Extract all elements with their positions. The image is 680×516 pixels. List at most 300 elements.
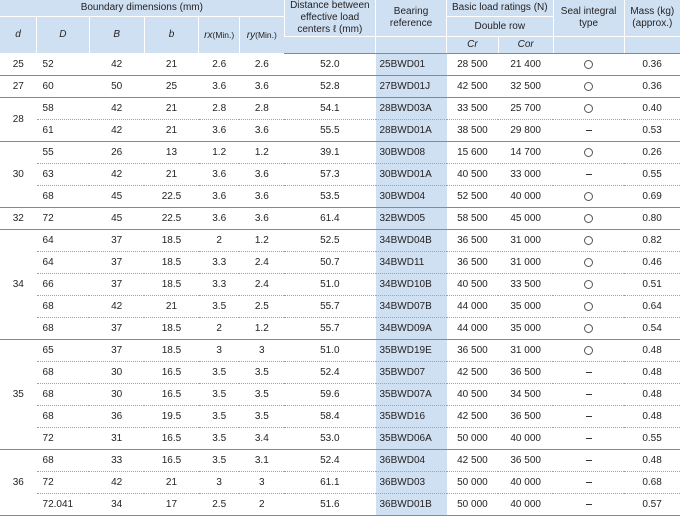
cell-ry: 3.6 bbox=[239, 120, 284, 142]
cell-ref: 35BWD07 bbox=[376, 362, 447, 384]
table-row bbox=[0, 472, 680, 494]
cell-cr: 40 500 bbox=[447, 274, 499, 296]
cell-D: 64 bbox=[37, 252, 90, 274]
cell-l: 58.4 bbox=[284, 406, 375, 428]
cell-ry: 2 bbox=[239, 494, 284, 516]
cell-ref: 35BWD07A bbox=[376, 384, 447, 406]
boundary-dimensions-header: Boundary dimensions (mm) bbox=[0, 0, 284, 17]
table-row bbox=[0, 428, 680, 450]
cell-B: 30 bbox=[89, 362, 144, 384]
cell-cr: 38 500 bbox=[447, 120, 499, 142]
seal-cell bbox=[553, 384, 624, 406]
col-rx-header bbox=[199, 17, 240, 54]
cell-b: 16.5 bbox=[144, 428, 199, 450]
cell-l: 61.4 bbox=[284, 208, 375, 230]
cell-l: 55.7 bbox=[284, 318, 375, 340]
cell-l: 51.0 bbox=[284, 340, 375, 362]
bore-diameter-cell: 36 bbox=[0, 450, 37, 516]
col-b-header: b bbox=[144, 17, 199, 54]
cell-b: 16.5 bbox=[144, 384, 199, 406]
cell-l: 55.7 bbox=[284, 296, 375, 318]
seal-cell bbox=[553, 274, 624, 296]
cell-l: 39.1 bbox=[284, 142, 375, 164]
circle-icon bbox=[584, 258, 593, 267]
table-row bbox=[0, 230, 680, 252]
cell-l: 52.5 bbox=[284, 230, 375, 252]
seal-integral-type-header: Seal integral type bbox=[553, 0, 624, 37]
cell-rx: 2.6 bbox=[199, 54, 240, 76]
table-row bbox=[0, 164, 680, 186]
cell-ry: 2.5 bbox=[239, 296, 284, 318]
bore-diameter-cell: 35 bbox=[0, 340, 37, 450]
cell-rx: 3.5 bbox=[199, 384, 240, 406]
cell-rx: 3 bbox=[199, 472, 240, 494]
bore-diameter-cell: 32 bbox=[0, 208, 37, 230]
cell-D: 68 bbox=[37, 362, 90, 384]
cell-b: 18.5 bbox=[144, 340, 199, 362]
cell-cr: 42 500 bbox=[447, 76, 499, 98]
cell-mass: 0.48 bbox=[624, 406, 680, 428]
cell-b: 21 bbox=[144, 164, 199, 186]
cell-rx: 3.5 bbox=[199, 296, 240, 318]
cell-B: 37 bbox=[89, 274, 144, 296]
cell-cor: 29 800 bbox=[498, 120, 553, 142]
table-row bbox=[0, 450, 680, 472]
table-row bbox=[0, 76, 680, 98]
cell-B: 37 bbox=[89, 230, 144, 252]
cell-B: 42 bbox=[89, 120, 144, 142]
cell-B: 42 bbox=[89, 472, 144, 494]
table-row bbox=[0, 142, 680, 164]
bearing-reference-header: Bearing reference bbox=[376, 0, 447, 37]
cell-mass: 0.57 bbox=[624, 494, 680, 516]
cell-B: 45 bbox=[89, 208, 144, 230]
seal-cell bbox=[553, 406, 624, 428]
cell-b: 18.5 bbox=[144, 230, 199, 252]
cell-b: 21 bbox=[144, 98, 199, 120]
cell-D: 72 bbox=[37, 472, 90, 494]
cell-cr: 36 500 bbox=[447, 340, 499, 362]
seal-cell bbox=[553, 450, 624, 472]
cell-D: 65 bbox=[37, 340, 90, 362]
col-ry-header bbox=[239, 17, 284, 54]
cell-cr: 44 000 bbox=[447, 296, 499, 318]
circle-icon bbox=[584, 346, 593, 355]
cell-b: 18.5 bbox=[144, 274, 199, 296]
bore-diameter-cell: 28 bbox=[0, 98, 37, 142]
cell-rx: 3.6 bbox=[199, 208, 240, 230]
cell-B: 45 bbox=[89, 186, 144, 208]
cell-ry: 2.6 bbox=[239, 54, 284, 76]
cell-ref: 35BWD06A bbox=[376, 428, 447, 450]
cell-ry: 2.4 bbox=[239, 252, 284, 274]
cell-rx: 3.6 bbox=[199, 164, 240, 186]
cell-b: 13 bbox=[144, 142, 199, 164]
cell-B: 37 bbox=[89, 252, 144, 274]
cell-b: 21 bbox=[144, 472, 199, 494]
cell-rx: 1.2 bbox=[199, 142, 240, 164]
seal-cell bbox=[553, 54, 624, 76]
cell-B: 37 bbox=[89, 340, 144, 362]
cell-cr: 52 500 bbox=[447, 186, 499, 208]
cell-mass: 0.48 bbox=[624, 450, 680, 472]
dash-icon bbox=[586, 394, 592, 395]
table-row bbox=[0, 98, 680, 120]
cell-rx: 3.5 bbox=[199, 406, 240, 428]
cell-ry: 3.4 bbox=[239, 428, 284, 450]
cell-b: 22.5 bbox=[144, 208, 199, 230]
cell-cor: 32 500 bbox=[498, 76, 553, 98]
cell-ref: 35BWD16 bbox=[376, 406, 447, 428]
cell-D: 64 bbox=[37, 230, 90, 252]
rx-min-label: (Min.) bbox=[212, 29, 235, 40]
cell-cr: 42 500 bbox=[447, 362, 499, 384]
cell-mass: 0.69 bbox=[624, 186, 680, 208]
seal-cell bbox=[553, 494, 624, 516]
cell-B: 50 bbox=[89, 76, 144, 98]
cell-ref: 34BWD11 bbox=[376, 252, 447, 274]
cell-rx: 3.3 bbox=[199, 252, 240, 274]
cell-rx: 3.3 bbox=[199, 274, 240, 296]
circle-icon bbox=[584, 82, 593, 91]
cell-ry: 1.2 bbox=[239, 142, 284, 164]
cell-b: 17 bbox=[144, 494, 199, 516]
bearing-reference-header-blank bbox=[376, 37, 447, 54]
cell-B: 36 bbox=[89, 406, 144, 428]
table-row bbox=[0, 362, 680, 384]
cell-mass: 0.46 bbox=[624, 252, 680, 274]
seal-cell bbox=[553, 296, 624, 318]
table-row bbox=[0, 252, 680, 274]
cell-b: 19.5 bbox=[144, 406, 199, 428]
cell-mass: 0.40 bbox=[624, 98, 680, 120]
cell-ref: 35BWD19E bbox=[376, 340, 447, 362]
cell-D: 68 bbox=[37, 296, 90, 318]
cell-b: 18.5 bbox=[144, 318, 199, 340]
cell-D: 68 bbox=[37, 318, 90, 340]
cell-ref: 34BWD09A bbox=[376, 318, 447, 340]
dash-icon bbox=[586, 416, 592, 417]
bore-diameter-cell: 25 bbox=[0, 54, 37, 76]
cell-D: 60 bbox=[37, 76, 90, 98]
table-row bbox=[0, 318, 680, 340]
cell-cor: 35 000 bbox=[498, 296, 553, 318]
cell-b: 21 bbox=[144, 54, 199, 76]
seal-cell bbox=[553, 208, 624, 230]
cell-D: 68 bbox=[37, 384, 90, 406]
cell-l: 52.0 bbox=[284, 54, 375, 76]
cell-mass: 0.55 bbox=[624, 428, 680, 450]
cell-ry: 3 bbox=[239, 340, 284, 362]
cell-ref: 25BWD01 bbox=[376, 54, 447, 76]
cell-rx: 3.6 bbox=[199, 76, 240, 98]
col-d-header: d bbox=[0, 17, 37, 54]
cell-ref: 36BWD04 bbox=[376, 450, 447, 472]
cell-ref: 36BWD01B bbox=[376, 494, 447, 516]
circle-icon bbox=[584, 60, 593, 69]
distance-header: Distance between effective load centers ℓ (mm) bbox=[284, 0, 375, 37]
table-row bbox=[0, 406, 680, 428]
cell-D: 58 bbox=[37, 98, 90, 120]
cell-cor: 33 000 bbox=[498, 164, 553, 186]
cell-B: 30 bbox=[89, 384, 144, 406]
seal-cell bbox=[553, 98, 624, 120]
cell-rx: 2 bbox=[199, 318, 240, 340]
cell-mass: 0.80 bbox=[624, 208, 680, 230]
cell-b: 25 bbox=[144, 76, 199, 98]
cell-rx: 3.6 bbox=[199, 186, 240, 208]
circle-icon bbox=[584, 214, 593, 223]
cell-ry: 3.5 bbox=[239, 406, 284, 428]
cell-ry: 1.2 bbox=[239, 318, 284, 340]
cell-B: 33 bbox=[89, 450, 144, 472]
cell-b: 21 bbox=[144, 120, 199, 142]
seal-cell bbox=[553, 340, 624, 362]
cell-D: 63 bbox=[37, 164, 90, 186]
cell-rx: 3.6 bbox=[199, 120, 240, 142]
cell-mass: 0.48 bbox=[624, 384, 680, 406]
cell-cor: 40 000 bbox=[498, 472, 553, 494]
cell-rx: 3.5 bbox=[199, 428, 240, 450]
cell-rx: 3 bbox=[199, 340, 240, 362]
cell-rx: 2.5 bbox=[199, 494, 240, 516]
cell-ry: 2.4 bbox=[239, 274, 284, 296]
cell-l: 52.4 bbox=[284, 450, 375, 472]
cell-mass: 0.82 bbox=[624, 230, 680, 252]
cell-ref: 34BWD10B bbox=[376, 274, 447, 296]
cell-cr: 42 500 bbox=[447, 406, 499, 428]
cell-rx: 2 bbox=[199, 230, 240, 252]
cell-D: 68 bbox=[37, 406, 90, 428]
cell-B: 42 bbox=[89, 98, 144, 120]
cell-ref: 32BWD05 bbox=[376, 208, 447, 230]
cell-cr: 36 500 bbox=[447, 252, 499, 274]
cell-cr: 50 000 bbox=[447, 472, 499, 494]
cell-cr: 15 600 bbox=[447, 142, 499, 164]
col-cr-header: Cr bbox=[447, 37, 499, 54]
dash-icon bbox=[586, 438, 592, 439]
cell-cr: 42 500 bbox=[447, 450, 499, 472]
cell-cr: 44 000 bbox=[447, 318, 499, 340]
cell-l: 53.0 bbox=[284, 428, 375, 450]
dash-icon bbox=[586, 372, 592, 373]
cell-mass: 0.36 bbox=[624, 76, 680, 98]
dash-icon bbox=[586, 130, 592, 131]
cell-ry: 3.1 bbox=[239, 450, 284, 472]
cell-D: 68 bbox=[37, 450, 90, 472]
cell-ry: 3.5 bbox=[239, 384, 284, 406]
cell-ry: 3.5 bbox=[239, 362, 284, 384]
seal-cell bbox=[553, 230, 624, 252]
cell-cor: 25 700 bbox=[498, 98, 553, 120]
table-row bbox=[0, 120, 680, 142]
cell-rx: 3.5 bbox=[199, 362, 240, 384]
cell-ry: 3 bbox=[239, 472, 284, 494]
circle-icon bbox=[584, 280, 593, 289]
cell-ref: 36BWD03 bbox=[376, 472, 447, 494]
cell-cor: 36 500 bbox=[498, 406, 553, 428]
bore-diameter-cell: 30 bbox=[0, 142, 37, 208]
cell-cr: 33 500 bbox=[447, 98, 499, 120]
cell-D: 66 bbox=[37, 274, 90, 296]
col-cor-header: Cor bbox=[498, 37, 553, 54]
rx-symbol: rx bbox=[204, 29, 213, 41]
cell-l: 51.0 bbox=[284, 274, 375, 296]
cell-ref: 30BWD08 bbox=[376, 142, 447, 164]
seal-cell bbox=[553, 252, 624, 274]
cell-rx: 3.5 bbox=[199, 450, 240, 472]
cell-l: 52.8 bbox=[284, 76, 375, 98]
col-B-header: B bbox=[89, 17, 144, 54]
circle-icon bbox=[584, 148, 593, 157]
circle-icon bbox=[584, 302, 593, 311]
cell-mass: 0.68 bbox=[624, 472, 680, 494]
cell-D: 61 bbox=[37, 120, 90, 142]
cell-ry: 3.6 bbox=[239, 76, 284, 98]
cell-ref: 34BWD04B bbox=[376, 230, 447, 252]
cell-D: 52 bbox=[37, 54, 90, 76]
cell-D: 55 bbox=[37, 142, 90, 164]
cell-l: 55.5 bbox=[284, 120, 375, 142]
cell-ry: 2.8 bbox=[239, 98, 284, 120]
cell-cor: 31 000 bbox=[498, 230, 553, 252]
cell-mass: 0.26 bbox=[624, 142, 680, 164]
distance-header-blank bbox=[284, 37, 375, 54]
cell-cr: 28 500 bbox=[447, 54, 499, 76]
cell-cor: 45 000 bbox=[498, 208, 553, 230]
cell-l: 59.6 bbox=[284, 384, 375, 406]
cell-cor: 31 000 bbox=[498, 252, 553, 274]
cell-ry: 1.2 bbox=[239, 230, 284, 252]
cell-l: 53.5 bbox=[284, 186, 375, 208]
cell-mass: 0.51 bbox=[624, 274, 680, 296]
seal-cell bbox=[553, 318, 624, 340]
cell-b: 22.5 bbox=[144, 186, 199, 208]
bore-diameter-cell: 34 bbox=[0, 230, 37, 340]
cell-B: 31 bbox=[89, 428, 144, 450]
cell-cor: 36 500 bbox=[498, 450, 553, 472]
cell-l: 51.6 bbox=[284, 494, 375, 516]
cell-ref: 28BWD01A bbox=[376, 120, 447, 142]
dash-icon bbox=[586, 504, 592, 505]
table-row bbox=[0, 186, 680, 208]
cell-cr: 40 500 bbox=[447, 384, 499, 406]
cell-cor: 33 500 bbox=[498, 274, 553, 296]
circle-icon bbox=[584, 192, 593, 201]
seal-cell bbox=[553, 428, 624, 450]
cell-l: 50.7 bbox=[284, 252, 375, 274]
cell-ry: 3.6 bbox=[239, 186, 284, 208]
cell-l: 52.4 bbox=[284, 362, 375, 384]
cell-cor: 40 000 bbox=[498, 186, 553, 208]
dash-icon bbox=[586, 174, 592, 175]
cell-cor: 40 000 bbox=[498, 428, 553, 450]
seal-cell bbox=[553, 142, 624, 164]
cell-ref: 30BWD04 bbox=[376, 186, 447, 208]
table-row bbox=[0, 274, 680, 296]
cell-cor: 21 400 bbox=[498, 54, 553, 76]
seal-cell bbox=[553, 186, 624, 208]
cell-mass: 0.36 bbox=[624, 54, 680, 76]
cell-ref: 30BWD01A bbox=[376, 164, 447, 186]
cell-b: 21 bbox=[144, 296, 199, 318]
cell-cor: 36 500 bbox=[498, 362, 553, 384]
col-D-header: D bbox=[37, 17, 90, 54]
cell-D: 72.041 bbox=[37, 494, 90, 516]
cell-B: 42 bbox=[89, 164, 144, 186]
table-body bbox=[0, 54, 680, 516]
cell-D: 68 bbox=[37, 186, 90, 208]
cell-cor: 40 000 bbox=[498, 494, 553, 516]
seal-cell bbox=[553, 164, 624, 186]
cell-mass: 0.54 bbox=[624, 318, 680, 340]
table-header bbox=[0, 0, 680, 54]
cell-cor: 35 000 bbox=[498, 318, 553, 340]
cell-cr: 50 000 bbox=[447, 494, 499, 516]
cell-rx: 2.8 bbox=[199, 98, 240, 120]
cell-b: 16.5 bbox=[144, 450, 199, 472]
table-row bbox=[0, 208, 680, 230]
cell-cor: 14 700 bbox=[498, 142, 553, 164]
table-row bbox=[0, 54, 680, 76]
cell-l: 61.1 bbox=[284, 472, 375, 494]
cell-l: 57.3 bbox=[284, 164, 375, 186]
cell-cor: 34 500 bbox=[498, 384, 553, 406]
mass-header-blank bbox=[624, 37, 680, 54]
table-row bbox=[0, 340, 680, 362]
cell-cr: 50 000 bbox=[447, 428, 499, 450]
ry-symbol: ry bbox=[246, 29, 256, 41]
circle-icon bbox=[584, 324, 593, 333]
cell-B: 34 bbox=[89, 494, 144, 516]
mass-header: Mass (kg) (approx.) bbox=[624, 0, 680, 37]
cell-b: 16.5 bbox=[144, 362, 199, 384]
dash-icon bbox=[586, 482, 592, 483]
cell-B: 42 bbox=[89, 296, 144, 318]
cell-B: 37 bbox=[89, 318, 144, 340]
bore-diameter-cell: 27 bbox=[0, 76, 37, 98]
basic-load-ratings-header: Basic load ratings (N) bbox=[447, 0, 554, 17]
cell-D: 72 bbox=[37, 208, 90, 230]
seal-cell bbox=[553, 120, 624, 142]
ry-min-label: (Min.) bbox=[255, 29, 277, 40]
cell-l: 54.1 bbox=[284, 98, 375, 120]
cell-mass: 0.48 bbox=[624, 362, 680, 384]
cell-mass: 0.48 bbox=[624, 340, 680, 362]
cell-ref: 27BWD01J bbox=[376, 76, 447, 98]
circle-icon bbox=[584, 236, 593, 245]
cell-cr: 58 500 bbox=[447, 208, 499, 230]
seal-cell bbox=[553, 76, 624, 98]
cell-B: 26 bbox=[89, 142, 144, 164]
table-row bbox=[0, 494, 680, 516]
cell-ref: 28BWD03A bbox=[376, 98, 447, 120]
seal-cell bbox=[553, 472, 624, 494]
table-row bbox=[0, 384, 680, 406]
double-row-header: Double row bbox=[447, 17, 554, 37]
table-row bbox=[0, 296, 680, 318]
cell-mass: 0.53 bbox=[624, 120, 680, 142]
dash-icon bbox=[586, 460, 592, 461]
seal-header-blank bbox=[553, 37, 624, 54]
cell-ry: 3.6 bbox=[239, 164, 284, 186]
cell-ry: 3.6 bbox=[239, 208, 284, 230]
cell-cor: 31 000 bbox=[498, 340, 553, 362]
cell-mass: 0.55 bbox=[624, 164, 680, 186]
cell-D: 72 bbox=[37, 428, 90, 450]
seal-cell bbox=[553, 362, 624, 384]
cell-b: 18.5 bbox=[144, 252, 199, 274]
